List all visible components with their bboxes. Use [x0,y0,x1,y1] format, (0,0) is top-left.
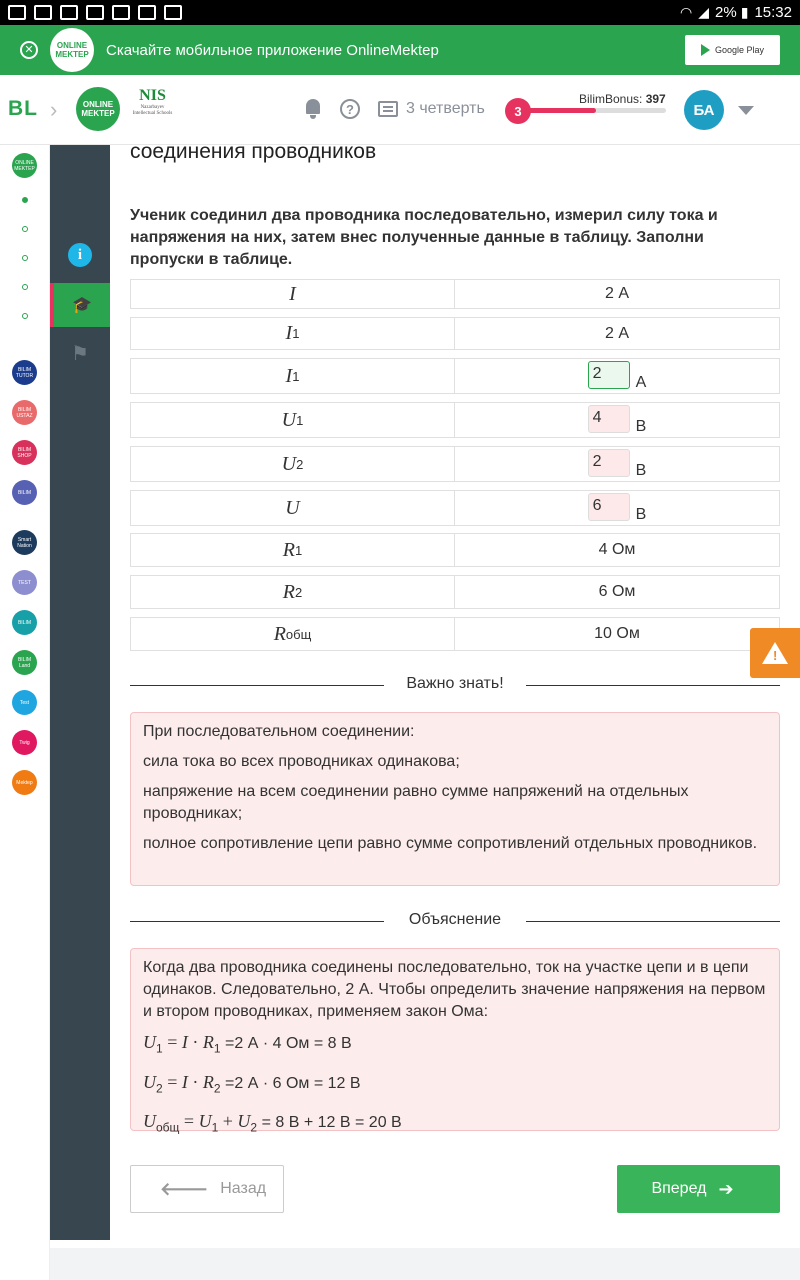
value-cell: 2 А [604,285,629,302]
chevron-right-icon: › [50,97,58,122]
warning-icon [138,5,156,20]
battery-percent: 2% [715,4,737,21]
chrome-icon [164,5,182,20]
value-cell: 10 Ом [594,625,640,642]
onlinemektep-logo[interactable]: ONLINE MEKTEP [76,87,120,131]
bottom-bar [50,1248,800,1280]
clock: 15:32 [754,4,792,21]
progress-dot [22,197,28,203]
banner-text: Скачайте мобильное приложение OnlineMektep [106,41,439,59]
explanation-label: Объяснение [408,911,502,928]
table-row [130,402,780,438]
info-icon: i [68,243,92,267]
list-icon[interactable] [378,101,398,117]
bilimbonus: BilimBonus: 397 [579,92,666,106]
table-row [130,317,780,350]
explanation-box: Когда два проводника соединены последовательно, ток на участке цепи и в цепи одинаков. Следовательно, 2 А. Чтобы определить значение напряжения на первом и втором проводниках, применяем закон Ома: $U_1 = I \cdot R_1 =2$ А · 4 Ом = 8 В $U_2 = I \cdot R_2 =2$ А · 6 Ом = 12 В $U_{общ} = U_1 + U_2 = 8$ В + 12 В = 20 В [130,948,780,1131]
answer-input[interactable]: 6 [588,493,630,521]
app-banner [0,25,800,75]
table-row [130,617,780,651]
bilimland-logo[interactable]: BL [8,97,38,120]
youtube-icon [112,5,130,20]
symbol-cell: U 2 [131,447,455,481]
formula-u2: $U_2 = I \cdot R_2 =2$ А · 6 Ом = 12 В [143,1071,361,1096]
avatar[interactable]: БА [684,90,724,130]
value-cell: 2 А [455,359,779,393]
symbol-cell: I 1 [131,359,455,393]
back-button[interactable]: 🡐 Назад [130,1165,284,1213]
value-cell: 6 В [455,491,779,525]
report-error-button[interactable] [750,628,800,678]
youtube-icon [60,5,78,20]
onlinemektep-app-icon[interactable]: ONLINE MEKTEP [12,153,37,178]
symbol-cell: U [131,491,455,525]
mektep-icon[interactable]: Mektep [12,770,37,795]
graduation-cap-icon: 🎓 [72,297,92,314]
table-row [130,490,780,526]
level-badge: 3 [505,98,531,124]
bonus-progress-bar [525,108,666,113]
bilim-teal-icon[interactable]: BILIM [12,610,37,635]
next-button[interactable]: Вперед ➔ [617,1165,780,1213]
bilim-icon[interactable]: BILIM [12,480,37,505]
formula-u-total: $U_{общ} = U_1 + U_2 = 8$ В + 12 В = 20 В [143,1111,402,1135]
play-store-icon [701,44,710,56]
value-cell: 4 Ом [598,541,636,558]
page-title: соединения проводников [130,140,377,163]
bonus-progress-fill [525,108,596,113]
gallery-icon [8,5,26,20]
top-header [0,75,800,145]
symbol-cell: R общ [131,618,455,650]
value-cell: 2 В [455,447,779,481]
progress-dot [22,284,28,290]
bilim-land-icon[interactable]: BILIM Land [12,650,37,675]
arrow-right-icon: ➔ [718,1178,734,1199]
google-play-button[interactable]: Google Play [685,35,780,65]
battery-icon: ▮ [740,4,749,20]
chevron-down-icon[interactable] [738,106,754,115]
status-bar [0,0,800,25]
bilim-shop-icon[interactable]: BILIM SHOP [12,440,37,465]
check-icon [34,5,52,20]
app-strip [0,145,50,1280]
flag-tab[interactable] [50,331,110,375]
flag-icon: ⚑ [71,342,89,365]
lesson-sidebar [50,145,110,1240]
symbol-cell: R 2 [131,576,455,608]
symbol-cell: I [131,280,455,308]
help-icon[interactable]: ? [340,99,360,119]
symbol-cell: U 1 [131,403,455,437]
value-cell: 4 В [455,403,779,437]
bilim-tutor-icon[interactable]: BILIM TUTOR [12,360,37,385]
table-row [130,533,780,567]
table-row [130,358,780,394]
close-icon[interactable]: ✕ [20,41,38,59]
learn-tab[interactable] [50,283,110,327]
answer-input[interactable]: 4 [588,405,630,433]
nis-logo: NIS Nazarbayev Intellectual Schools [132,87,173,116]
answer-input[interactable]: 2 [588,361,630,389]
important-box: При последовательном соединении: сила тока во всех проводниках одинакова; напряжение на всем соединении равно сумме напряжений на отдельных проводниках; полное сопротивление цепи равно сумме сопротивлений отдельных проводников. [130,712,780,886]
bell-icon[interactable] [304,99,322,119]
wifi-icon: ◠ [680,4,693,20]
table-row [130,575,780,609]
main-content [110,140,800,1245]
important-divider [130,673,780,697]
twig-icon[interactable]: Twig [12,730,37,755]
youtube-icon [86,5,104,20]
explanation-divider [130,909,780,933]
info-tab[interactable] [50,233,110,277]
value-cell: 6 Ом [598,583,636,600]
signal-icon: ◢ [698,4,710,20]
important-label: Важно знать! [406,675,504,692]
progress-dot [22,255,28,261]
progress-dot [22,226,28,232]
table-row [130,279,780,309]
quarter-selector[interactable]: 3 четверть [406,100,485,117]
warning-icon: ! [762,642,788,664]
symbol-cell: I 1 [131,318,455,349]
symbol-cell: R 1 [131,534,455,566]
test-app-icon[interactable]: Test [12,690,37,715]
formula-u1: $U_1 = I \cdot R_1 =2$ А · 4 Ом = 8 В [143,1032,352,1056]
progress-dot [22,313,28,319]
value-cell: 2 А [604,324,629,342]
smart-nation-icon[interactable]: Smart Nation [12,530,37,555]
question-text: Ученик соединил два проводника последовательно, измерил силу тока и напряжения на них, затем внес полученные данные в таблицу. Заполни пропуски в таблице. [130,207,718,268]
bilim-ustaz-icon[interactable]: BILIM USTAZ [12,400,37,425]
arrow-left-icon: 🡐 [159,1178,209,1199]
onlinemektep-logo: ONLINE MEKTEP [50,28,94,72]
answer-input[interactable]: 2 [588,449,630,477]
test-icon[interactable]: TEST [12,570,37,595]
table-row [130,446,780,482]
